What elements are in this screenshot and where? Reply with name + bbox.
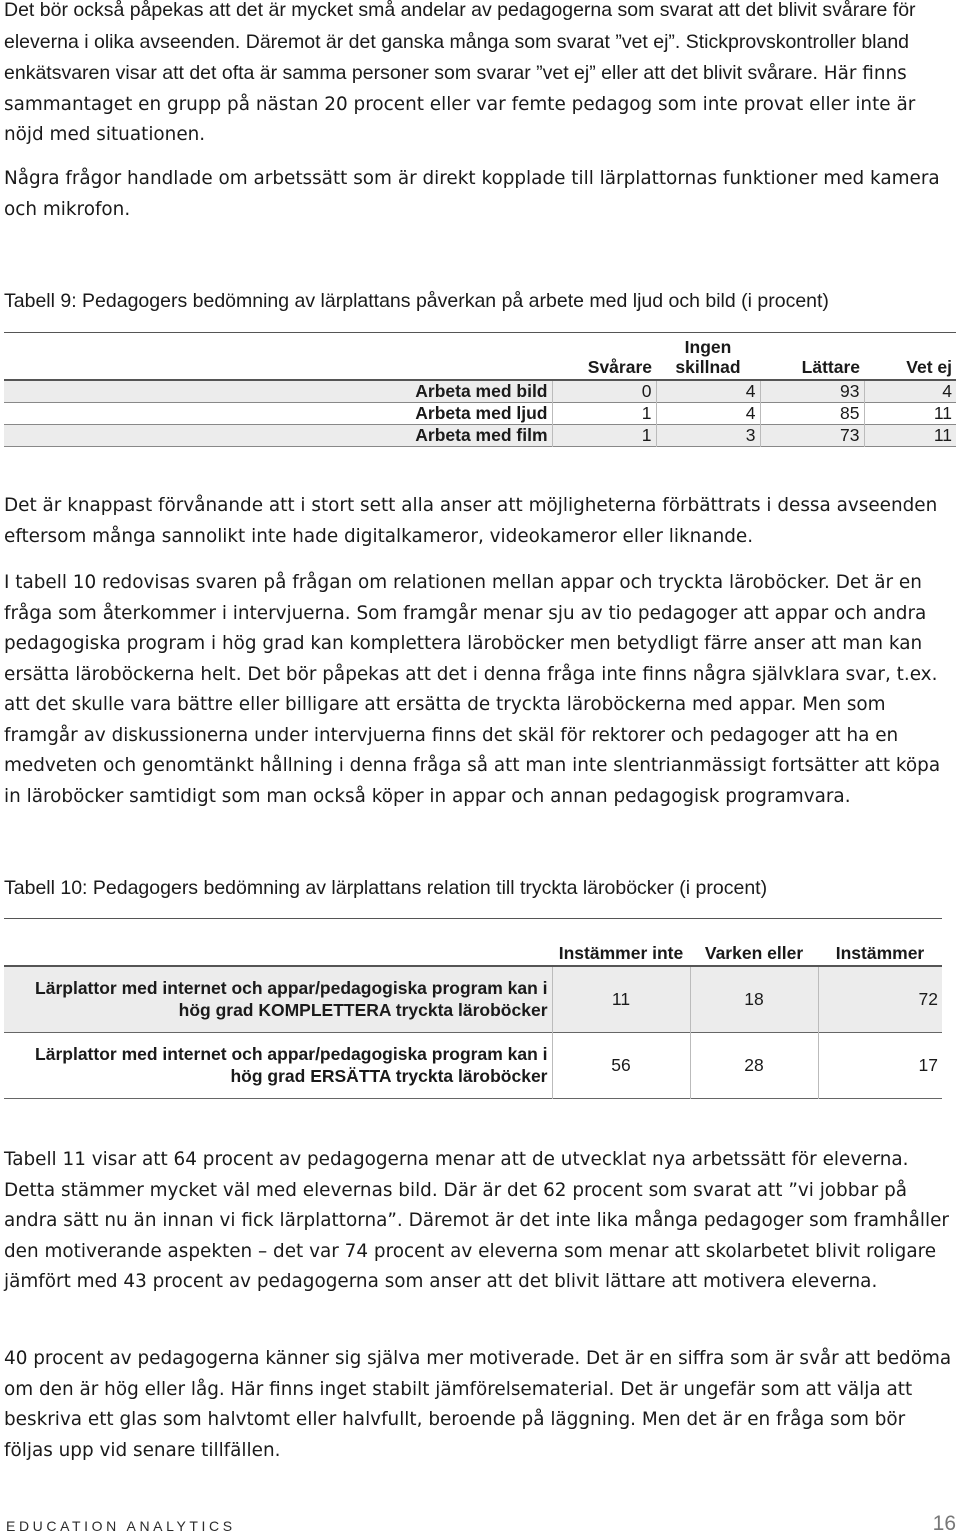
table9-header: Vet ej [906,357,952,377]
cell: 4 [656,402,760,424]
cell: 56 [552,1032,690,1098]
paragraph-table11: Tabell 11 visar att 64 procent av pedagogerna menar att de utvecklat nya arbetssätt för eleverna. Detta stämmer mycket väl med elevernas bild. Där är det 62 procent som svarat att ”vi jobbar på andra sätt nu än innan vi fick lärplattorna”. Däremot är det inte lika många pedagoger som framhåller den motiverande aspekten – det var 74 procent av eleverna som menar att skolarbetet blivit roligare jämfört med 43 procent av pedagogerna som anser att det blivit lättare att motivera eleverna. [4,1149,949,1292]
table-row [4,966,942,1032]
table9 [4,332,956,447]
paragraph-camera: Några frågor handlade om arbetssätt som är direkt kopplade till lärplattornas funktioner med kamera och mikrofon. [4,168,940,220]
table10-caption: Tabell 10: Pedagogers bedömning av lärplattans relation till tryckta läroböcker (i procent) [4,877,768,899]
cell: 0 [552,380,656,402]
paragraph-motivation: 40 procent av pedagogerna känner sig själva mer motiverade. Det är en siffra som är svår att bedöma om den är hög eller låg. Här finns inget stabilt jämförelsematerial. Det är ungefär som att välja att beskriva ett glas som halvtomt eller halvfullt, beroende på läggning. Men det är en fråga som bör följas upp vid senare tillfällen. [4,1348,952,1461]
table-row [4,402,956,424]
cell: 18 [690,966,818,1032]
table9-caption: Tabell 9: Pedagogers bedömning av lärplattans påverkan på arbete med ljud och bild (i procent) [4,290,829,312]
cell: 93 [760,380,864,402]
cell: 1 [552,424,656,446]
cell: 72 [818,966,942,1032]
table-row [4,1032,942,1098]
row-label: Arbeta med bild [4,380,552,402]
table10 [4,918,942,1099]
table9-header: Ingen skillnad [675,337,741,377]
paragraph-result: Det är knappast förvånande att i stort sett alla anser att möjligheterna förbättrats i dessa avseenden eftersom många sannolikt inte hade digitalkameror, videokameror eller liknande. [4,495,938,547]
paragraph-intro-part2: Här finns sammantaget en grupp på nästan 20 procent eller var femte pedagog som inte provat eller inte är nöjd med situationen. [4,63,916,145]
table9-header-row [4,333,956,381]
row-label: Lärplattor med internet och appar/pedagogiska program kan i hög grad KOMPLETTERA tryckta läroböcker [4,966,552,1032]
row-label: Arbeta med film [4,424,552,446]
cell: 11 [864,424,956,446]
cell: 17 [818,1032,942,1098]
cell: 11 [552,966,690,1032]
cell: 4 [656,380,760,402]
paragraph-intro-part1: Det bör också påpekas att det är mycket små andelar av pedagogerna som svarat att det blivit svårare för eleverna i olika avseenden. Däremot är det ganska många som svarat ”vet ej”. Stickprovskontroller bland enkätsvaren visar att det ofta är samma personer som svarar ”vet ej” eller att det blivit svårare. [4,0,916,84]
table-row [4,424,956,446]
table10-header: Instämmer [835,943,925,963]
footer-brand-logo: EDUCATION ANALYTICS [6,1518,236,1534]
table9-header-blank [4,333,552,381]
table10-header-blank [4,919,552,967]
cell: 1 [552,402,656,424]
table10-header: Instämmer inte [558,943,684,963]
cell: 85 [760,402,864,424]
page-number: 16 [932,1512,956,1535]
table10-header: Varken eller [704,943,804,963]
table-row [4,380,956,402]
cell: 4 [864,380,956,402]
row-label: Lärplattor med internet och appar/pedagogiska program kan i hög grad ERSÄTTA tryckta läroböcker [35,1044,548,1086]
table10-header-row [4,919,942,967]
row-label: Arbeta med ljud [415,403,548,423]
cell: 73 [760,424,864,446]
paragraph-intro [4,0,959,151]
cell: 11 [864,402,956,424]
cell: 28 [690,1032,818,1098]
table9-header: Svårare [587,357,652,377]
cell: 3 [656,424,760,446]
table9-header: Lättare [801,357,860,377]
paragraph-textbooks: I tabell 10 redovisas svaren på frågan om relationen mellan appar och tryckta läroböcker. Det är en fråga som återkommer i intervjuerna. Som framgår menar sju av tio pedagoger att appar och andra pedagogiska program i hög grad kan komplettera läroböcker men betydligt färre anser att man kan ersätta läroböckerna helt. Det bör påpekas att det i denna fråga inte finns några självklara svar, t.ex. att det skulle vara bättre eller billigare att ersätta de tryckta läroböckerna med appar. Men som framgår av diskussionerna under intervjuerna finns det skäl för rektorer och pedagoger att ha en medveten och genomtänkt hållning i denna fråga så att man inte slentrianmässigt fortsätter att köpa in läroböcker samtidigt som man också köper in appar och annan pedagogisk programvara. [4,572,941,807]
